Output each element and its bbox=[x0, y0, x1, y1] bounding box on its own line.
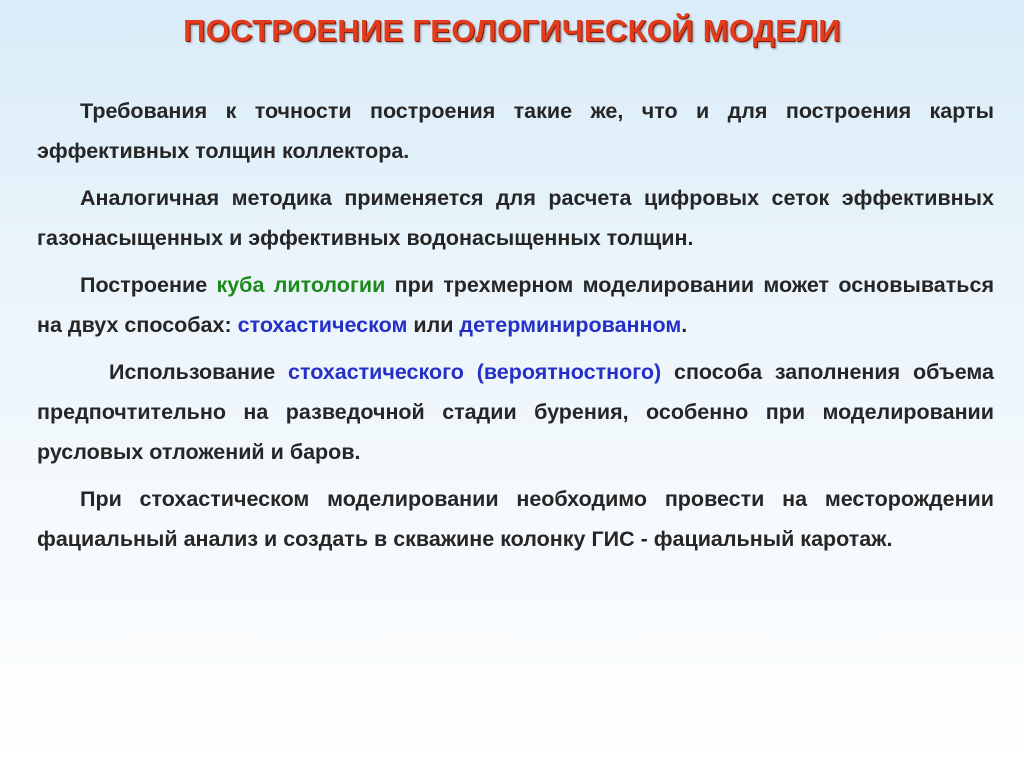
highlight-stochastic-probabilistic: стохастического (вероятностного) bbox=[287, 360, 662, 384]
paragraph-facies-analysis: При стохастическом моделировании необходимо провести на месторождении фациальный анализ и создать в скважине колонку ГИС - фациальный каротаж. bbox=[37, 487, 994, 551]
paragraph-lithology-cube bbox=[37, 265, 994, 345]
text-segment: способа заполнения объема предпочтительно на разведочной стадии бурения, особенно при моделировании русловых отложений и баров. bbox=[37, 360, 994, 464]
slide-title: ПОСТРОЕНИЕ ГЕОЛОГИЧЕСКОЙ МОДЕЛИ bbox=[183, 13, 841, 48]
paragraph-accuracy-requirements: Требования к точности построения такие же, что и для построения карты эффективных толщин коллектора. bbox=[37, 99, 994, 163]
text-segment: . bbox=[681, 313, 688, 337]
paragraph-analogous-method: Аналогичная методика применяется для расчета цифровых сеток эффективных газонасыщенных и эффективных водонасыщенных толщин. bbox=[37, 186, 994, 250]
highlight-lithology-cube: куба литологии bbox=[216, 273, 386, 297]
slide-body bbox=[37, 91, 994, 566]
text-segment: Построение bbox=[80, 273, 217, 297]
text-segment: при трехмерном моделировании может основываться на двух способах: bbox=[37, 273, 994, 337]
highlight-stochastic: стохастическом bbox=[237, 313, 408, 337]
text-segment: или bbox=[407, 313, 460, 337]
text-segment: Использование bbox=[109, 360, 288, 384]
paragraph-stochastic-usage bbox=[37, 352, 994, 472]
highlight-deterministic: детерминированном bbox=[459, 313, 682, 337]
